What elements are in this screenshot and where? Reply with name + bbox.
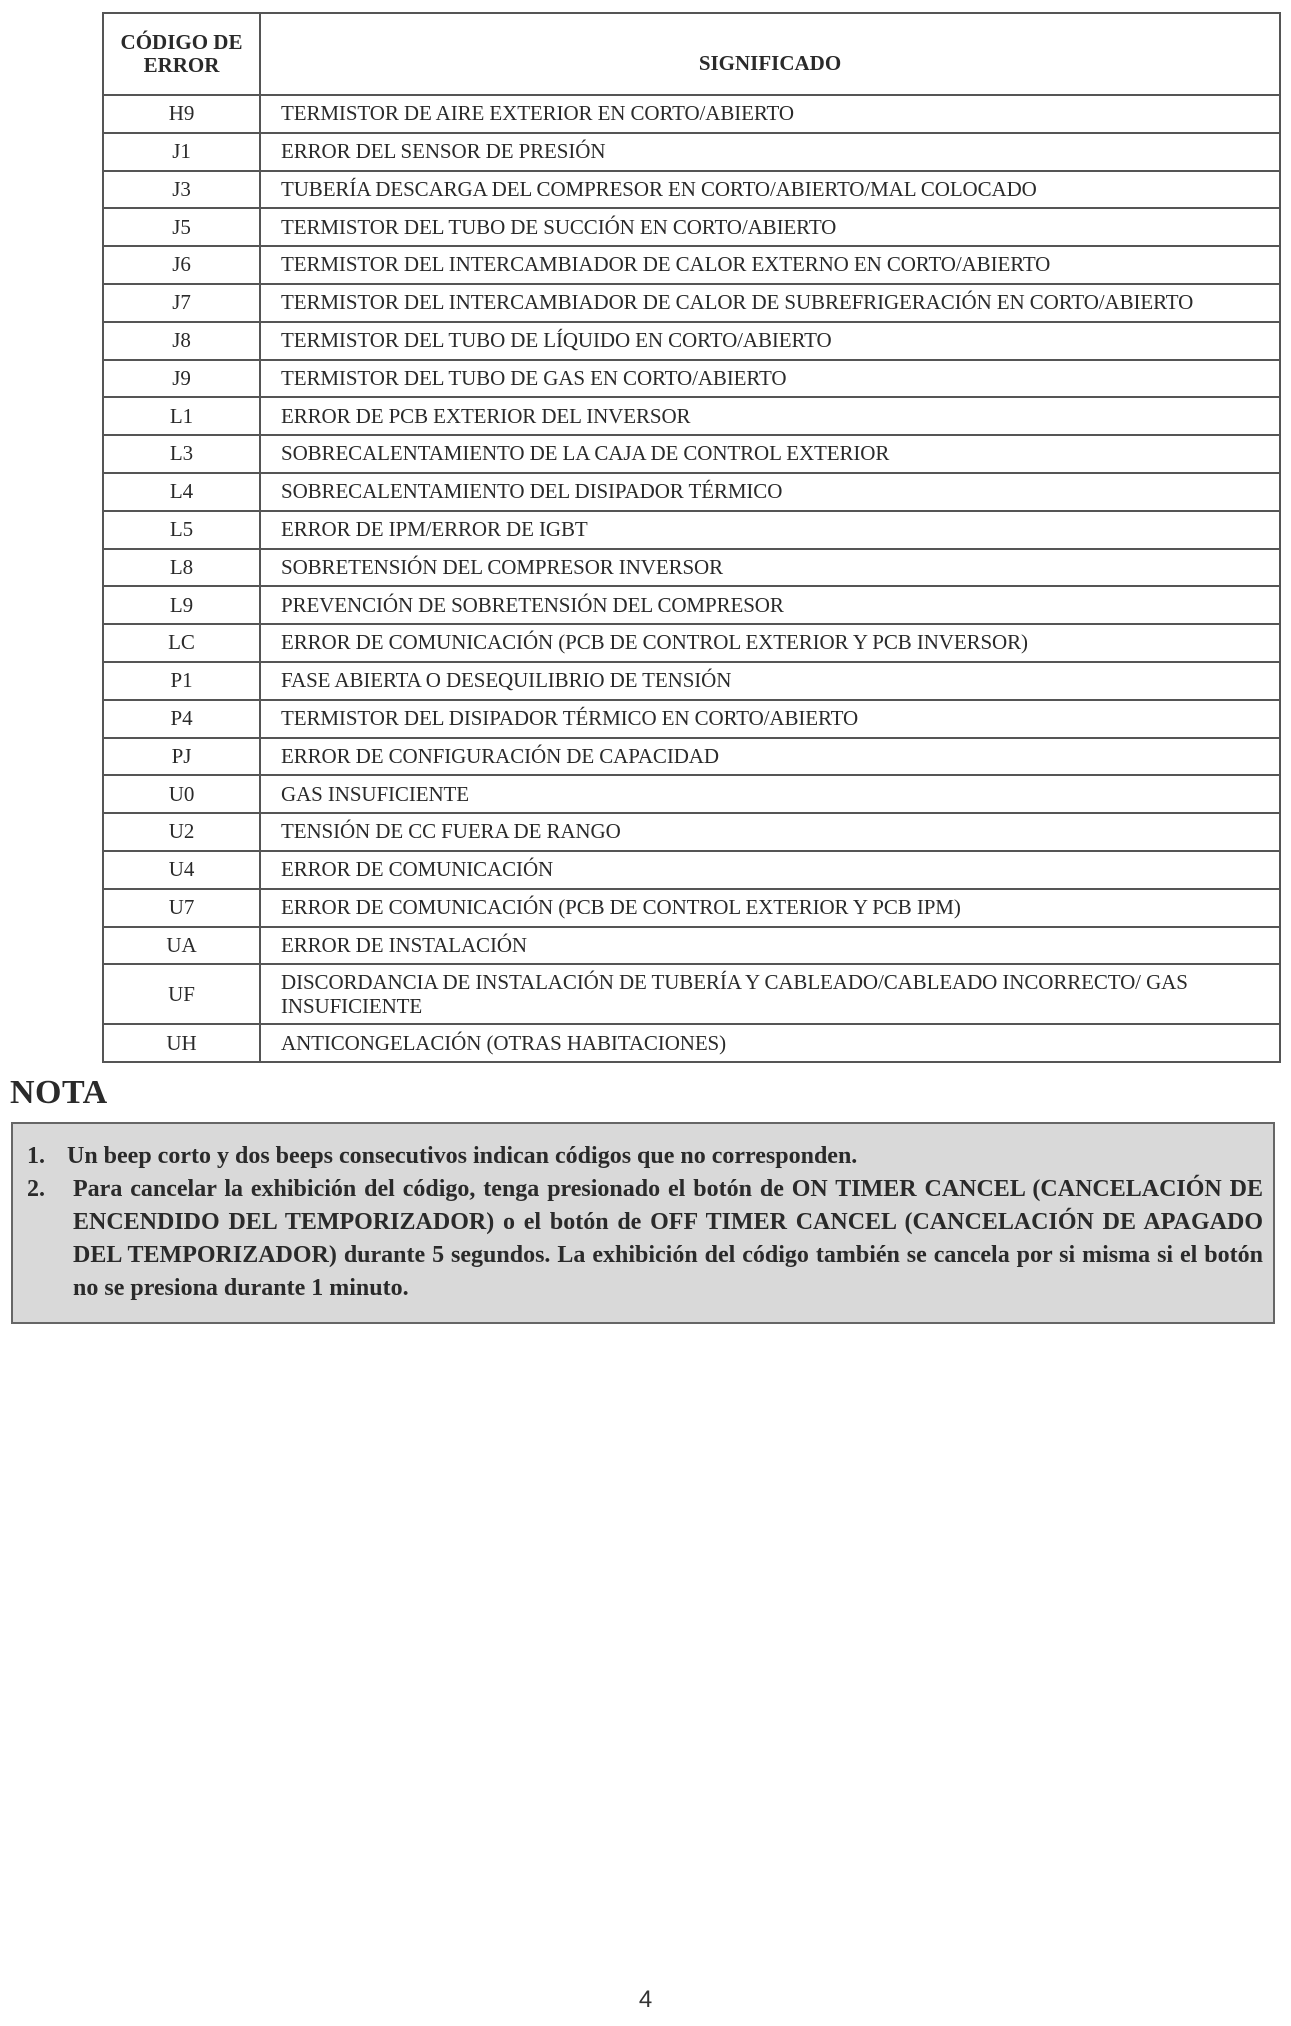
table-row: [103, 171, 1280, 209]
header-code-line2: ERROR: [143, 53, 220, 77]
error-code-cell: J1: [103, 133, 260, 171]
error-code-cell: L5: [103, 511, 260, 549]
table-row: [103, 586, 1280, 624]
error-meaning-cell: TUBERÍA DESCARGA DEL COMPRESOR EN CORTO/ABIERTO/MAL COLOCADO: [260, 171, 1280, 209]
error-code-cell: UA: [103, 927, 260, 965]
error-code-table: [102, 12, 1281, 1063]
error-code-cell: U4: [103, 851, 260, 889]
error-code-cell: U0: [103, 775, 260, 813]
table-row: [103, 662, 1280, 700]
error-meaning-cell: PREVENCIÓN DE SOBRETENSIÓN DEL COMPRESOR: [260, 586, 1280, 624]
table-row: [103, 775, 1280, 813]
error-meaning-cell: ERROR DE PCB EXTERIOR DEL INVERSOR: [260, 397, 1280, 435]
error-meaning-cell: ANTICONGELACIÓN (OTRAS HABITACIONES): [260, 1024, 1280, 1062]
error-code-cell: J5: [103, 208, 260, 246]
error-code-cell: L8: [103, 549, 260, 587]
error-code-cell: J6: [103, 246, 260, 284]
table-header-row: [103, 13, 1280, 95]
note-text: Un beep corto y dos beeps consecutivos indican códigos que no corresponden.: [67, 1143, 858, 1169]
error-meaning-cell: TERMISTOR DEL DISIPADOR TÉRMICO EN CORTO/ABIERTO: [260, 700, 1280, 738]
table-row: [103, 473, 1280, 511]
table-row: [103, 246, 1280, 284]
table-row: [103, 435, 1280, 473]
error-meaning-cell: ERROR DE COMUNICACIÓN: [260, 851, 1280, 889]
header-meaning: SIGNIFICADO: [260, 13, 1280, 95]
error-code-cell: PJ: [103, 738, 260, 776]
error-meaning-cell: ERROR DE CONFIGURACIÓN DE CAPACIDAD: [260, 738, 1280, 776]
table-row: [103, 511, 1280, 549]
error-code-cell: UF: [103, 964, 260, 1024]
table-row: [103, 95, 1280, 133]
note-title: NOTA: [10, 1074, 108, 1111]
table-row: [103, 624, 1280, 662]
note-box: [11, 1122, 1275, 1324]
error-meaning-cell: ERROR DE INSTALACIÓN: [260, 927, 1280, 965]
error-code-cell: H9: [103, 95, 260, 133]
error-meaning-cell: DISCORDANCIA DE INSTALACIÓN DE TUBERÍA Y CABLEADO/CABLEADO INCORRECTO/ GAS INSUFICIENTE: [260, 964, 1280, 1024]
error-meaning-cell: TERMISTOR DEL TUBO DE LÍQUIDO EN CORTO/ABIERTO: [260, 322, 1280, 360]
error-meaning-cell: ERROR DE IPM/ERROR DE IGBT: [260, 511, 1280, 549]
error-meaning-cell: ERROR DEL SENSOR DE PRESIÓN: [260, 133, 1280, 171]
note-item: [27, 1140, 1263, 1173]
table-row: [103, 851, 1280, 889]
error-meaning-cell: GAS INSUFICIENTE: [260, 775, 1280, 813]
error-code-cell: P1: [103, 662, 260, 700]
table-row: [103, 1024, 1280, 1062]
table-row: [103, 964, 1280, 1024]
error-code-cell: L4: [103, 473, 260, 511]
table-row: [103, 549, 1280, 587]
note-number: 1.: [27, 1143, 45, 1169]
error-meaning-cell: ERROR DE COMUNICACIÓN (PCB DE CONTROL EXTERIOR Y PCB INVERSOR): [260, 624, 1280, 662]
table-row: [103, 700, 1280, 738]
error-code-cell: U7: [103, 889, 260, 927]
error-code-cell: L9: [103, 586, 260, 624]
table-body: [103, 95, 1280, 1062]
error-meaning-cell: SOBRETENSIÓN DEL COMPRESOR INVERSOR: [260, 549, 1280, 587]
table-row: [103, 360, 1280, 398]
error-meaning-cell: TERMISTOR DEL INTERCAMBIADOR DE CALOR DE SUBREFRIGERACIÓN EN CORTO/ABIERTO: [260, 284, 1280, 322]
error-code-cell: L3: [103, 435, 260, 473]
error-meaning-cell: ERROR DE COMUNICACIÓN (PCB DE CONTROL EXTERIOR Y PCB IPM): [260, 889, 1280, 927]
error-meaning-cell: SOBRECALENTAMIENTO DEL DISIPADOR TÉRMICO: [260, 473, 1280, 511]
error-meaning-cell: TERMISTOR DE AIRE EXTERIOR EN CORTO/ABIERTO: [260, 95, 1280, 133]
table-row: [103, 927, 1280, 965]
table-row: [103, 738, 1280, 776]
note-text: Para cancelar la exhibición del código, tenga presionado el botón de ON TIMER CANCEL (CANCELACIÓN DE ENCENDIDO DEL TEMPORIZADOR) o el botón de OFF TIMER CANCEL (CANCELACIÓN DE APAGADO DEL TEMPORIZADOR) durante 5 segundos. La exhibición del código también se cancela por si misma si el botón no se presiona durante 1 minuto.: [73, 1176, 1263, 1301]
table-row: [103, 133, 1280, 171]
error-code-cell: J7: [103, 284, 260, 322]
header-code-line1: CÓDIGO DE: [120, 30, 243, 55]
error-meaning-cell: SOBRECALENTAMIENTO DE LA CAJA DE CONTROL EXTERIOR: [260, 435, 1280, 473]
table-row: [103, 284, 1280, 322]
error-meaning-cell: TENSIÓN DE CC FUERA DE RANGO: [260, 813, 1280, 851]
error-meaning-cell: TERMISTOR DEL TUBO DE SUCCIÓN EN CORTO/ABIERTO: [260, 208, 1280, 246]
error-code-cell: J8: [103, 322, 260, 360]
error-code-cell: J3: [103, 171, 260, 209]
table-row: [103, 397, 1280, 435]
error-meaning-cell: TERMISTOR DEL TUBO DE GAS EN CORTO/ABIERTO: [260, 360, 1280, 398]
table-row: [103, 322, 1280, 360]
header-code: [103, 13, 260, 95]
note-item: [27, 1173, 1263, 1305]
error-code-cell: J9: [103, 360, 260, 398]
note-number: 2.: [27, 1176, 45, 1202]
error-meaning-cell: TERMISTOR DEL INTERCAMBIADOR DE CALOR EXTERNO EN CORTO/ABIERTO: [260, 246, 1280, 284]
error-code-cell: L1: [103, 397, 260, 435]
error-meaning-cell: FASE ABIERTA O DESEQUILIBRIO DE TENSIÓN: [260, 662, 1280, 700]
page-number: 4: [638, 1986, 653, 2013]
error-code-cell: UH: [103, 1024, 260, 1062]
error-code-cell: P4: [103, 700, 260, 738]
table-row: [103, 889, 1280, 927]
table-row: [103, 813, 1280, 851]
error-code-cell: U2: [103, 813, 260, 851]
error-code-cell: LC: [103, 624, 260, 662]
table-row: [103, 208, 1280, 246]
